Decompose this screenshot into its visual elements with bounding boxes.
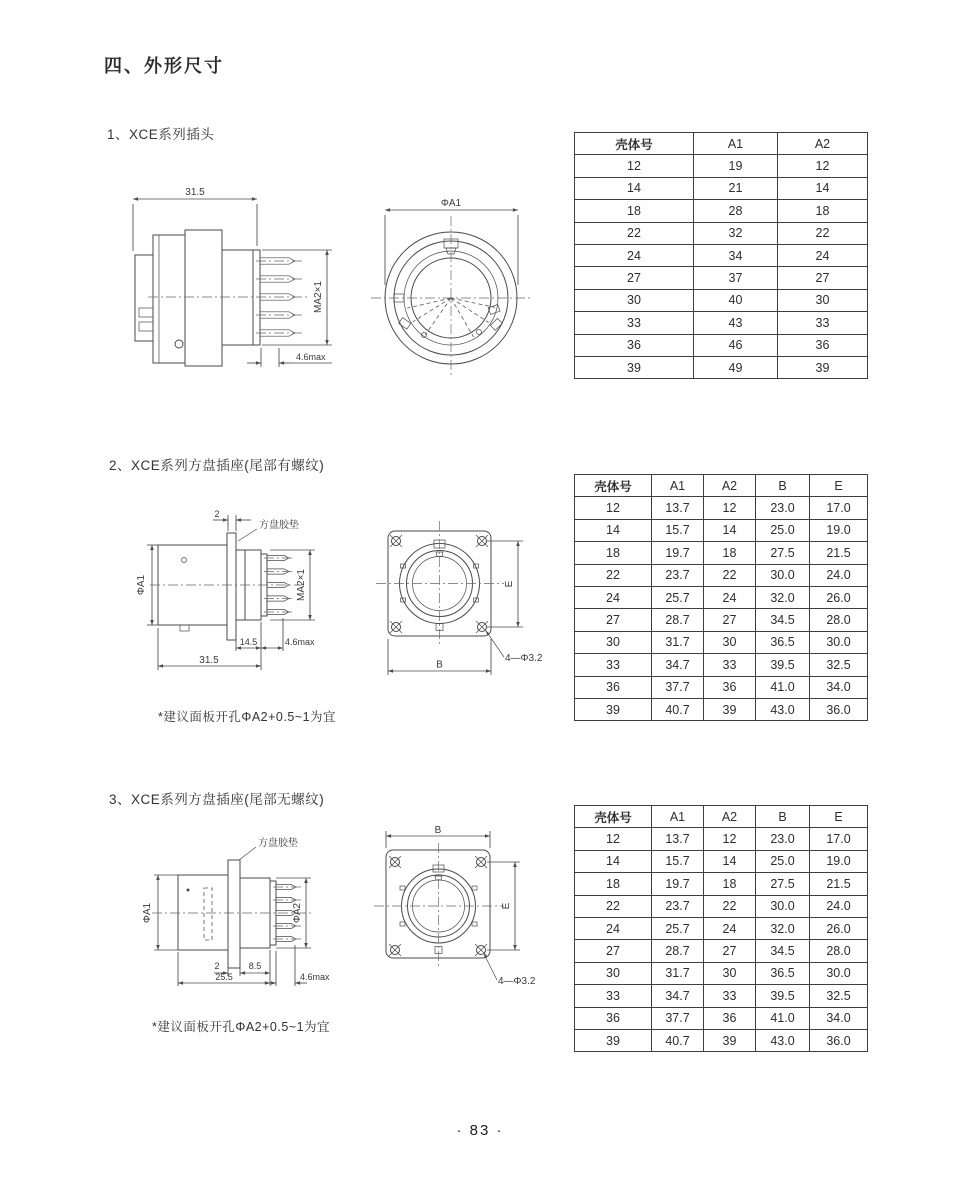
table-cell: 39 <box>575 698 652 720</box>
table-cell: 33 <box>704 985 756 1007</box>
column-header: B <box>756 806 810 828</box>
table-cell: 26.0 <box>810 917 868 939</box>
table-cell: 19.0 <box>810 519 868 541</box>
table-cell: 33 <box>575 654 652 676</box>
table-cell: 25.0 <box>756 519 810 541</box>
dim-label-total: 25.5 <box>215 972 233 982</box>
dim-label-tail: 4.6max <box>300 972 330 982</box>
table-row <box>575 940 868 962</box>
table-cell: 43 <box>694 312 778 334</box>
table-cell: 36.5 <box>756 631 810 653</box>
table-cell: 19.7 <box>652 873 704 895</box>
table-cell: 18 <box>704 542 756 564</box>
table-cell: 22 <box>704 564 756 586</box>
dim-label-front-diameter: ΦA1 <box>142 902 153 924</box>
table-cell: 27 <box>704 940 756 962</box>
table-cell: 37.7 <box>652 676 704 698</box>
column-header: A2 <box>778 133 868 155</box>
table-cell: 36.5 <box>756 962 810 984</box>
table-row <box>575 519 868 541</box>
table-cell: 36 <box>704 676 756 698</box>
table-row <box>575 177 868 199</box>
table-cell: 22 <box>575 564 652 586</box>
table-cell: 36 <box>778 334 868 356</box>
dim-label-tail: 4.6max <box>285 637 315 647</box>
table-cell: 30 <box>575 631 652 653</box>
table-row <box>575 698 868 720</box>
section2-note: *建议面板开孔ΦA2+0.5~1为宜 <box>158 710 337 724</box>
table-cell: 39.5 <box>756 654 810 676</box>
table-cell: 21 <box>694 177 778 199</box>
dim-label-mid: 14.5 <box>239 637 258 647</box>
table-cell: 19 <box>694 155 778 177</box>
table-cell: 36 <box>704 1007 756 1029</box>
table-cell: 27.5 <box>756 542 810 564</box>
table-row <box>575 222 868 244</box>
table-cell: 34.0 <box>810 676 868 698</box>
table-row <box>575 586 868 608</box>
table-row <box>575 631 868 653</box>
table-cell: 40 <box>694 289 778 311</box>
table-cell: 28 <box>694 200 778 222</box>
table-cell: 36 <box>575 676 652 698</box>
table-cell: 27 <box>575 609 652 631</box>
table-cell: 34.5 <box>756 609 810 631</box>
table-cell: 19.0 <box>810 850 868 872</box>
table-cell: 27 <box>704 609 756 631</box>
table-cell: 39 <box>704 698 756 720</box>
column-header: 壳体号 <box>575 133 694 155</box>
table-cell: 17.0 <box>810 497 868 519</box>
table-cell: 39 <box>778 356 868 378</box>
table-cell: 12 <box>575 828 652 850</box>
table-row <box>575 334 868 356</box>
table-cell: 14 <box>778 177 868 199</box>
section2-receptacle-front-view-drawing <box>358 508 558 686</box>
table-row <box>575 828 868 850</box>
section3-receptacle-side-view-drawing <box>118 833 358 993</box>
table-cell: 27.5 <box>756 873 810 895</box>
table-cell: 21.5 <box>810 873 868 895</box>
table-cell: 30 <box>704 631 756 653</box>
table-cell: 12 <box>704 828 756 850</box>
table-row <box>575 609 868 631</box>
section2-table <box>574 474 868 721</box>
table-cell: 24 <box>778 244 868 266</box>
section1-heading: 1、XCE系列插头 <box>107 127 215 142</box>
dim-label-thread: MA2×1 <box>296 569 307 601</box>
table-cell: 36 <box>575 1007 652 1029</box>
table-cell: 33 <box>704 654 756 676</box>
section1-plug-front-view-drawing <box>358 180 558 380</box>
table-cell: 31.7 <box>652 631 704 653</box>
dim-label-b: B <box>436 659 443 671</box>
table-row <box>575 244 868 266</box>
section3-table <box>574 805 868 1052</box>
section3-note: *建议面板开孔ΦA2+0.5~1为宜 <box>152 1020 331 1034</box>
dim-label-diameter: ΦA1 <box>440 198 462 209</box>
table-cell: 18 <box>575 873 652 895</box>
table-header-row <box>575 133 868 155</box>
table-cell: 32.0 <box>756 917 810 939</box>
table-cell: 27 <box>575 940 652 962</box>
table-cell: 33 <box>778 312 868 334</box>
column-header: A1 <box>652 806 704 828</box>
table-cell: 32.5 <box>810 654 868 676</box>
table-cell: 43.0 <box>756 1029 810 1051</box>
table-row <box>575 850 868 872</box>
table-row <box>575 564 868 586</box>
column-header: A2 <box>704 475 756 497</box>
table-cell: 32.5 <box>810 985 868 1007</box>
table-cell: 39 <box>575 356 694 378</box>
table-cell: 15.7 <box>652 519 704 541</box>
table-cell: 26.0 <box>810 586 868 608</box>
column-header: A1 <box>652 475 704 497</box>
table-cell: 24.0 <box>810 564 868 586</box>
column-header: A2 <box>704 806 756 828</box>
table-cell: 18 <box>704 873 756 895</box>
table-cell: 32.0 <box>756 586 810 608</box>
table-row <box>575 895 868 917</box>
table-cell: 33 <box>575 312 694 334</box>
table-row <box>575 267 868 289</box>
table-row <box>575 312 868 334</box>
table-row <box>575 497 868 519</box>
table-cell: 18 <box>575 542 652 564</box>
column-header: E <box>810 475 868 497</box>
column-header: 壳体号 <box>575 806 652 828</box>
table-cell: 14 <box>704 850 756 872</box>
table-cell: 19.7 <box>652 542 704 564</box>
table-row <box>575 542 868 564</box>
dim-label-e: E <box>504 580 515 588</box>
table-cell: 22 <box>778 222 868 244</box>
table-header-row <box>575 806 868 828</box>
holes-label: 4—Φ3.2 <box>505 653 543 664</box>
table-cell: 34.5 <box>756 940 810 962</box>
table-cell: 34.0 <box>810 1007 868 1029</box>
table-cell: 27 <box>575 267 694 289</box>
table-cell: 18 <box>778 200 868 222</box>
table-header-row <box>575 475 868 497</box>
table-cell: 34.7 <box>652 654 704 676</box>
column-header: A1 <box>694 133 778 155</box>
table-cell: 34 <box>694 244 778 266</box>
section3-receptacle-front-view-drawing <box>358 818 558 993</box>
table-row <box>575 356 868 378</box>
table-row <box>575 289 868 311</box>
table-cell: 24 <box>704 586 756 608</box>
dim-label-mid: 8.5 <box>248 961 262 971</box>
dim-label-rear-diameter: ΦA2 <box>292 902 303 924</box>
page-title: 四、外形尺寸 <box>104 56 224 76</box>
table-cell: 13.7 <box>652 497 704 519</box>
holes-label: 4—Φ3.2 <box>498 976 536 987</box>
dim-label-thread: MA2×1 <box>313 281 324 313</box>
table-cell: 24 <box>575 244 694 266</box>
section2-receptacle-side-view-drawing <box>118 498 358 678</box>
table-cell: 41.0 <box>756 676 810 698</box>
table-cell: 30.0 <box>756 564 810 586</box>
table-row <box>575 917 868 939</box>
table-row <box>575 985 868 1007</box>
table-cell: 37 <box>694 267 778 289</box>
table-cell: 39.5 <box>756 985 810 1007</box>
table-cell: 30 <box>778 289 868 311</box>
table-cell: 21.5 <box>810 542 868 564</box>
table-row <box>575 962 868 984</box>
table-cell: 40.7 <box>652 1029 704 1051</box>
table-row <box>575 1007 868 1029</box>
table-cell: 46 <box>694 334 778 356</box>
table-row <box>575 155 868 177</box>
table-cell: 37.7 <box>652 1007 704 1029</box>
column-header: E <box>810 806 868 828</box>
dim-label-length: 31.5 <box>185 187 205 198</box>
table-row <box>575 676 868 698</box>
table-cell: 30 <box>575 289 694 311</box>
dim-label-gasket: 2 <box>214 961 220 971</box>
section1-table <box>574 132 868 379</box>
section2-heading: 2、XCE系列方盘插座(尾部有螺纹) <box>109 458 325 473</box>
dim-label-b: B <box>434 825 442 836</box>
table-cell: 30 <box>704 962 756 984</box>
dim-label-tail: 4.6max <box>296 352 326 362</box>
table-cell: 24 <box>575 917 652 939</box>
table-cell: 23.0 <box>756 497 810 519</box>
table-cell: 33 <box>575 985 652 1007</box>
table-cell: 39 <box>575 1029 652 1051</box>
table-cell: 25.7 <box>652 586 704 608</box>
table-cell: 18 <box>575 200 694 222</box>
table-cell: 22 <box>575 222 694 244</box>
table-cell: 25.7 <box>652 917 704 939</box>
table-cell: 15.7 <box>652 850 704 872</box>
table-cell: 22 <box>575 895 652 917</box>
table-cell: 28.0 <box>810 609 868 631</box>
table-cell: 12 <box>778 155 868 177</box>
table-row <box>575 654 868 676</box>
table-cell: 30 <box>575 962 652 984</box>
table-cell: 30.0 <box>810 962 868 984</box>
table-cell: 24 <box>704 917 756 939</box>
gasket-label: 方盘胶垫 <box>259 520 299 531</box>
table-row <box>575 873 868 895</box>
table-cell: 24 <box>575 586 652 608</box>
table-cell: 39 <box>704 1029 756 1051</box>
table-cell: 27 <box>778 267 868 289</box>
page-number: · 83 · <box>456 1122 504 1139</box>
table-cell: 17.0 <box>810 828 868 850</box>
table-cell: 14 <box>575 177 694 199</box>
table-cell: 43.0 <box>756 698 810 720</box>
table-cell: 30.0 <box>810 631 868 653</box>
table-cell: 14 <box>575 850 652 872</box>
table-cell: 23.7 <box>652 895 704 917</box>
table-cell: 36.0 <box>810 698 868 720</box>
gasket-label: 方盘胶垫 <box>258 838 298 849</box>
table-cell: 36 <box>575 334 694 356</box>
table-cell: 28.7 <box>652 940 704 962</box>
table-cell: 12 <box>575 497 652 519</box>
column-header: 壳体号 <box>575 475 652 497</box>
dim-label-gasket: 2 <box>214 509 220 519</box>
table-cell: 49 <box>694 356 778 378</box>
table-cell: 40.7 <box>652 698 704 720</box>
table-cell: 24.0 <box>810 895 868 917</box>
table-cell: 36.0 <box>810 1029 868 1051</box>
table-cell: 12 <box>575 155 694 177</box>
table-cell: 28.0 <box>810 940 868 962</box>
table-cell: 22 <box>704 895 756 917</box>
table-cell: 30.0 <box>756 895 810 917</box>
table-cell: 12 <box>704 497 756 519</box>
table-cell: 28.7 <box>652 609 704 631</box>
dim-label-e: E <box>501 902 512 910</box>
table-row <box>575 1029 868 1051</box>
dim-label-total: 31.5 <box>199 655 219 666</box>
table-cell: 34.7 <box>652 985 704 1007</box>
dim-label-front-diameter: ΦA1 <box>136 574 147 596</box>
table-cell: 23.7 <box>652 564 704 586</box>
table-cell: 23.0 <box>756 828 810 850</box>
section3-heading: 3、XCE系列方盘插座(尾部无螺纹) <box>109 792 325 807</box>
table-row <box>575 200 868 222</box>
table-cell: 13.7 <box>652 828 704 850</box>
section1-plug-side-view-drawing <box>100 178 340 378</box>
table-cell: 25.0 <box>756 850 810 872</box>
column-header: B <box>756 475 810 497</box>
table-cell: 14 <box>575 519 652 541</box>
table-cell: 32 <box>694 222 778 244</box>
table-cell: 41.0 <box>756 1007 810 1029</box>
table-cell: 31.7 <box>652 962 704 984</box>
table-cell: 14 <box>704 519 756 541</box>
